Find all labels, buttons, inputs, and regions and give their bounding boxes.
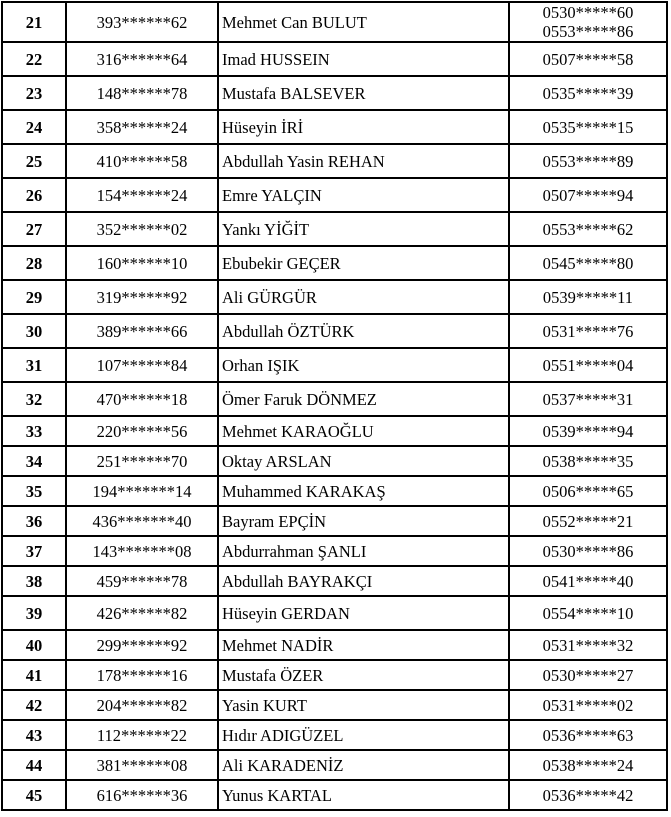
full-name: Mehmet NADİR: [218, 630, 509, 660]
phone-cell: [509, 566, 667, 596]
full-name: Abdurrahman ŞANLI: [218, 536, 509, 566]
full-name: Ömer Faruk DÖNMEZ: [218, 382, 509, 416]
id-number: 459******78: [66, 566, 218, 596]
table-row: [2, 382, 667, 416]
phone-number: 0530*****60: [542, 3, 634, 22]
table-row: [2, 720, 667, 750]
id-number: 381******08: [66, 750, 218, 780]
phone-number: 0537*****31: [542, 389, 634, 409]
id-number: 389******66: [66, 314, 218, 348]
id-number: 299******92: [66, 630, 218, 660]
phone-number: 0536*****42: [542, 785, 634, 805]
id-number: 194*******14: [66, 476, 218, 506]
full-name: Hüseyin GERDAN: [218, 596, 509, 630]
phone-number: 0553*****62: [542, 219, 634, 239]
phone-number: 0538*****35: [542, 451, 634, 471]
phone-cell: [509, 476, 667, 506]
row-number: 30: [2, 314, 66, 348]
phone-number: 0553*****86: [542, 22, 634, 41]
full-name: Ali GÜRGÜR: [218, 280, 509, 314]
row-number: 33: [2, 416, 66, 446]
id-number: 143*******08: [66, 536, 218, 566]
id-number: 470******18: [66, 382, 218, 416]
phone-number: 0536*****63: [542, 725, 634, 745]
phone-number: 0506*****65: [542, 481, 634, 501]
table-row: [2, 566, 667, 596]
table-row: [2, 536, 667, 566]
row-number: 26: [2, 178, 66, 212]
table-row: [2, 76, 667, 110]
table-row: [2, 110, 667, 144]
table-row: [2, 246, 667, 280]
phone-number: 0539*****94: [542, 421, 634, 441]
phone-cell: [509, 780, 667, 810]
full-name: Bayram EPÇİN: [218, 506, 509, 536]
row-number: 43: [2, 720, 66, 750]
phone-number: 0539*****11: [542, 287, 634, 307]
table-row: [2, 476, 667, 506]
table-row: [2, 750, 667, 780]
phone-cell: [509, 382, 667, 416]
phone-number: 0507*****58: [542, 49, 634, 69]
row-number: 22: [2, 42, 66, 76]
phone-cell: [509, 178, 667, 212]
id-number: 107******84: [66, 348, 218, 382]
phone-number: 0551*****04: [542, 355, 634, 375]
row-number: 21: [2, 2, 66, 42]
row-number: 29: [2, 280, 66, 314]
full-name: Abdullah Yasin REHAN: [218, 144, 509, 178]
id-number: 393******62: [66, 2, 218, 42]
table-row: [2, 416, 667, 446]
full-name: Abdullah ÖZTÜRK: [218, 314, 509, 348]
table-row: [2, 690, 667, 720]
phone-cell: [509, 2, 667, 42]
id-number: 251******70: [66, 446, 218, 476]
id-number: 426******82: [66, 596, 218, 630]
table-row: [2, 780, 667, 810]
row-number: 39: [2, 596, 66, 630]
row-number: 37: [2, 536, 66, 566]
table-row: [2, 314, 667, 348]
phone-cell: [509, 246, 667, 280]
phone-number: 0535*****39: [542, 83, 634, 103]
phone-number: 0535*****15: [542, 117, 634, 137]
row-number: 24: [2, 110, 66, 144]
table-row: [2, 280, 667, 314]
participant-table: [1, 1, 668, 811]
row-number: 38: [2, 566, 66, 596]
table-row: [2, 506, 667, 536]
phone-number: 0538*****24: [542, 755, 634, 775]
phone-number: 0553*****89: [542, 151, 634, 171]
full-name: Orhan IŞIK: [218, 348, 509, 382]
table-row: [2, 2, 667, 42]
phone-number: 0530*****86: [542, 541, 634, 561]
full-name: Mustafa BALSEVER: [218, 76, 509, 110]
table-row: [2, 446, 667, 476]
phone-cell: [509, 536, 667, 566]
phone-cell: [509, 280, 667, 314]
phone-cell: [509, 720, 667, 750]
phone-cell: [509, 144, 667, 178]
phone-cell: [509, 314, 667, 348]
row-number: 41: [2, 660, 66, 690]
phone-number: 0530*****27: [542, 665, 634, 685]
table-body: [2, 2, 667, 810]
full-name: Abdullah BAYRAKÇI: [218, 566, 509, 596]
full-name: Yunus KARTAL: [218, 780, 509, 810]
row-number: 45: [2, 780, 66, 810]
id-number: 436*******40: [66, 506, 218, 536]
id-number: 220******56: [66, 416, 218, 446]
id-number: 112******22: [66, 720, 218, 750]
table-row: [2, 596, 667, 630]
table-row: [2, 212, 667, 246]
row-number: 25: [2, 144, 66, 178]
row-number: 44: [2, 750, 66, 780]
phone-cell: [509, 660, 667, 690]
phone-cell: [509, 596, 667, 630]
id-number: 148******78: [66, 76, 218, 110]
row-number: 31: [2, 348, 66, 382]
table-row: [2, 348, 667, 382]
phone-cell: [509, 506, 667, 536]
phone-number: 0541*****40: [542, 571, 634, 591]
full-name: Mustafa ÖZER: [218, 660, 509, 690]
full-name: Ebubekir GEÇER: [218, 246, 509, 280]
full-name: Mehmet Can BULUT: [218, 2, 509, 42]
full-name: Emre YALÇIN: [218, 178, 509, 212]
row-number: 28: [2, 246, 66, 280]
phone-cell: [509, 416, 667, 446]
phone-cell: [509, 630, 667, 660]
phone-cell: [509, 750, 667, 780]
row-number: 34: [2, 446, 66, 476]
phone-cell: [509, 690, 667, 720]
full-name: Mehmet KARAOĞLU: [218, 416, 509, 446]
phone-cell: [509, 110, 667, 144]
phone-number: 0531*****02: [542, 695, 634, 715]
phone-number: 0552*****21: [542, 511, 634, 531]
id-number: 316******64: [66, 42, 218, 76]
row-number: 35: [2, 476, 66, 506]
phone-number: 0545*****80: [542, 253, 634, 273]
phone-number: 0531*****32: [542, 635, 634, 655]
table-row: [2, 42, 667, 76]
full-name: Yankı YİĞİT: [218, 212, 509, 246]
full-name: Muhammed KARAKAŞ: [218, 476, 509, 506]
id-number: 154******24: [66, 178, 218, 212]
full-name: Hıdır ADIGÜZEL: [218, 720, 509, 750]
full-name: Yasin KURT: [218, 690, 509, 720]
phone-number: 0507*****94: [542, 185, 634, 205]
table-row: [2, 630, 667, 660]
id-number: 160******10: [66, 246, 218, 280]
full-name: Hüseyin İRİ: [218, 110, 509, 144]
row-number: 36: [2, 506, 66, 536]
phone-cell: [509, 212, 667, 246]
phone-number: 0554*****10: [542, 603, 634, 623]
table-row: [2, 144, 667, 178]
id-number: 204******82: [66, 690, 218, 720]
phone-cell: [509, 348, 667, 382]
full-name: Imad HUSSEIN: [218, 42, 509, 76]
phone-number: 0531*****76: [542, 321, 634, 341]
id-number: 358******24: [66, 110, 218, 144]
id-number: 178******16: [66, 660, 218, 690]
table-row: [2, 660, 667, 690]
id-number: 616******36: [66, 780, 218, 810]
table-row: [2, 178, 667, 212]
full-name: Oktay ARSLAN: [218, 446, 509, 476]
phone-cell: [509, 42, 667, 76]
row-number: 32: [2, 382, 66, 416]
id-number: 352******02: [66, 212, 218, 246]
full-name: Ali KARADENİZ: [218, 750, 509, 780]
phone-cell: [509, 76, 667, 110]
row-number: 40: [2, 630, 66, 660]
id-number: 410******58: [66, 144, 218, 178]
phone-cell: [509, 446, 667, 476]
row-number: 42: [2, 690, 66, 720]
row-number: 27: [2, 212, 66, 246]
row-number: 23: [2, 76, 66, 110]
id-number: 319******92: [66, 280, 218, 314]
